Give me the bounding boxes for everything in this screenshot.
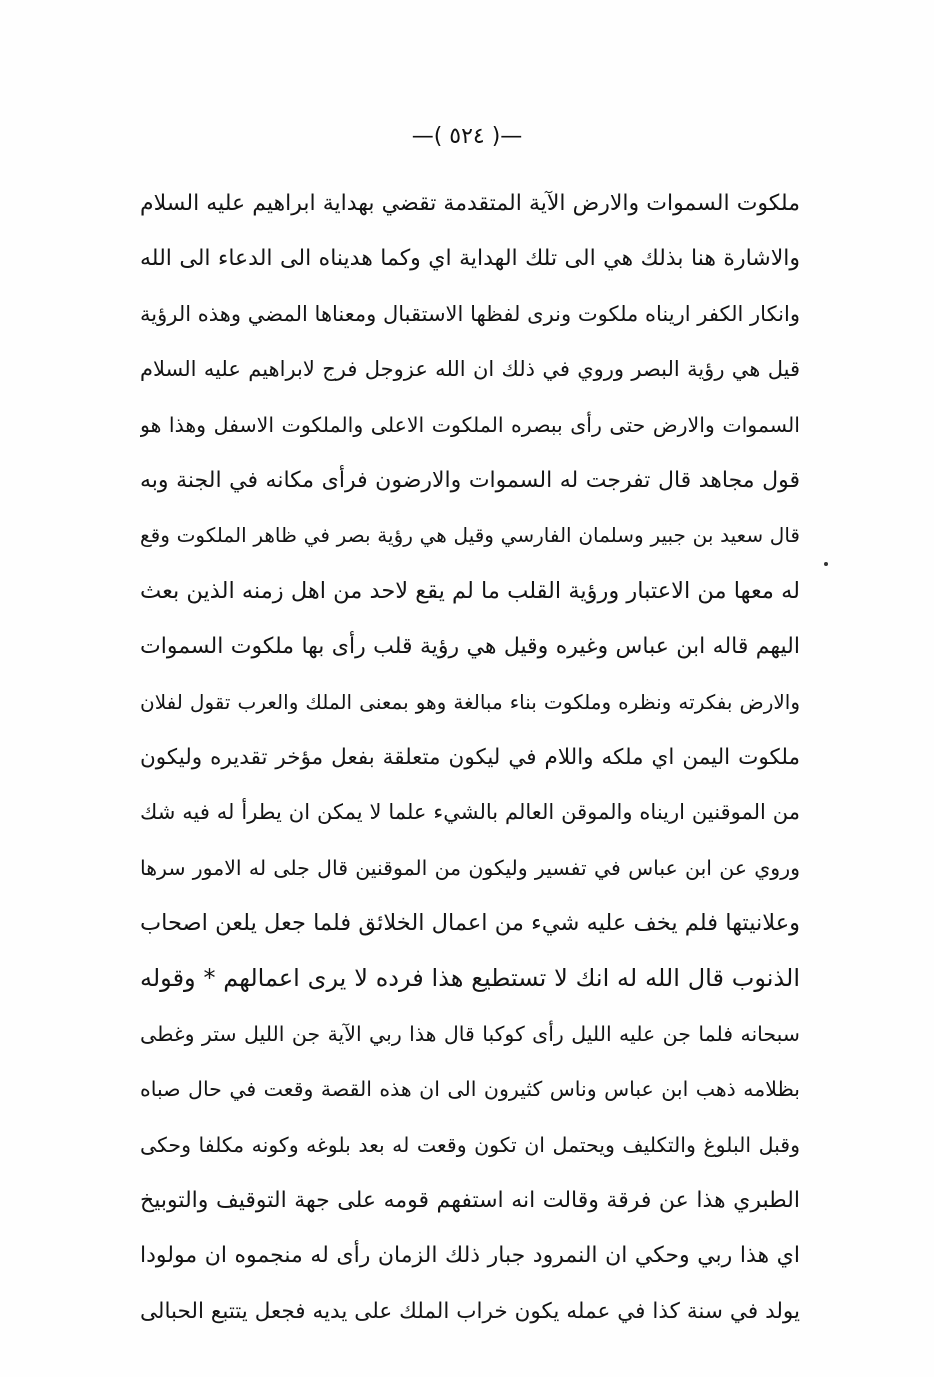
text-line: ملكوت اليمن اي ملكه واللام في ليكون متعلقة بفعل مؤخر تقديره وليكون	[140, 744, 800, 770]
text-line: قول مجاهد قال تفرجت له السموات والارضون فرأى مكانه في الجنة وبه	[140, 467, 800, 493]
text-line: يولد في سنة كذا في عمله يكون خراب الملك على يديه فجعل يتتبع الحبالى	[140, 1298, 800, 1324]
text-line: قيل هي رؤية البصر وروي في ذلك ان الله عزوجل فرج لابراهيم عليه السلام	[140, 357, 800, 382]
text-line: بظلامه ذهب ابن عباس وناس كثيرون الى ان هذه القصة وقعت في حال صباه	[140, 1077, 800, 1102]
text-line: قال سعيد بن جبير وسلمان الفارسي وقيل هي رؤية بصر في ظاهر الملكوت وقع	[140, 523, 800, 548]
text-line: وروي عن ابن عباس في تفسير وليكون من الموقنين قال جلى له الامور سرها	[140, 855, 800, 880]
text-line: اليهم قاله ابن عباس وغيره وقيل هي رؤية قلب رأى بها ملكوت السموات	[140, 634, 800, 660]
text-line: وقبل البلوغ والتكليف ويحتمل ان تكون وقعت له بعد بلوغه وكونه مكلفا وحكى	[140, 1132, 800, 1157]
text-line: وانكار الكفر اريناه ملكوت ونرى لفظها الاستقبال ومعناها المضي وهذه الرؤية	[140, 301, 800, 326]
text-line: ملكوت السموات والارض الآية المتقدمة تقضي بهداية ابراهيم عليه السلام	[140, 191, 800, 216]
text-line: اي هذا ربي وحكي ان النمرود جبار ذلك الزمان رأى له منجموه ان مولودا	[140, 1243, 800, 1269]
page-number: —( ٥٢٤ )—	[411, 124, 523, 149]
text-line: الطبري هذا عن فرقة وقالت انه استفهم قومه على جهة التوقيف والتوبيخ	[140, 1188, 800, 1214]
body-text	[140, 176, 800, 1339]
text-line: الذنوب قال الله له انك لا تستطيع هذا فرده لا يرى اعمالهم * وقوله	[140, 964, 800, 993]
text-line: من الموقنين اريناه والموقن العالم بالشيء علما لا يمكن ان يطرأ له فيه شك	[140, 800, 800, 825]
text-line: وعلانيتها فلم يخف عليه شيء من اعمال الخلائق فلما جعل يلعن اصحاب	[140, 910, 800, 937]
text-line: والارض بفكرته ونظره وملكوت بناء مبالغة وهو بمعنى الملك والعرب تقول لفلان	[140, 689, 800, 714]
text-line: له معها من الاعتبار ورؤية القلب ما لم يقع لاحد من اهل زمنه الذين بعث	[140, 577, 800, 604]
text-line: والاشارة هنا بذلك هي الى تلك الهداية اي وكما هديناه الى الدعاء الى الله	[140, 246, 800, 272]
text-line: سبحانه فلما جن عليه الليل رأى كوكبا قال هذا ربي الآية جن الليل ستر وغطى	[140, 1021, 800, 1046]
text-line: السموات والارض حتى رأى ببصره الملكوت الاعلى والملكوت الاسفل وهذا هو	[140, 412, 800, 437]
margin-dot	[824, 562, 828, 566]
